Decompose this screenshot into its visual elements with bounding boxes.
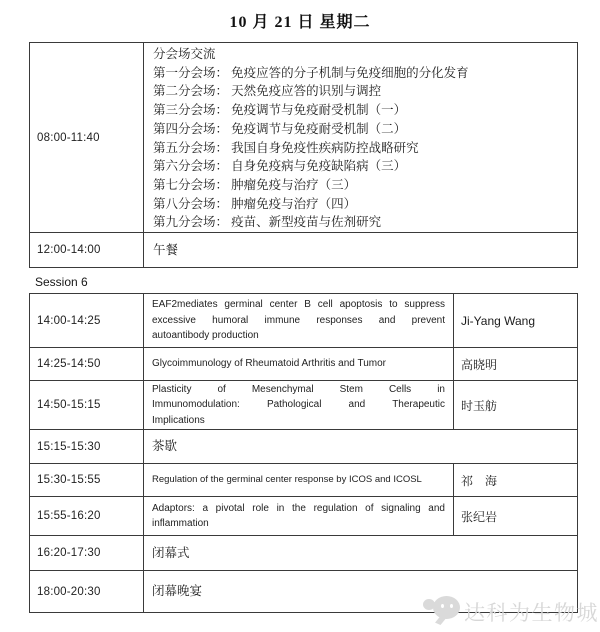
talk-title-cell bbox=[144, 381, 454, 429]
speaker-cell: 祁 海 bbox=[461, 473, 498, 488]
session-line: 分会场交流 bbox=[153, 47, 216, 61]
closing-ceremony-label: 闭幕式 bbox=[152, 545, 190, 560]
break-label: 茶歇 bbox=[152, 439, 178, 454]
talk-title-line: autoantibody production bbox=[152, 330, 259, 342]
talk-title-line: Immunomodulation: Pathological and Therapeutic bbox=[152, 399, 445, 411]
break-cell bbox=[144, 430, 577, 463]
talk-title-line: Glycoimmunology of Rheumatoid Arthritis and Tumor bbox=[152, 358, 386, 370]
time-cell: 14:00-14:25 bbox=[30, 294, 144, 347]
session-line: 第八分会场： 肿瘤免疫与治疗（四） bbox=[153, 196, 357, 211]
wechat-icon-eye bbox=[450, 604, 453, 608]
talk-title-cell bbox=[144, 348, 454, 380]
session-line: 第九分会场： 疫苗、新型疫苗与佐剂研究 bbox=[153, 215, 382, 230]
session-line: 第二分会场： 天然免疫应答的识别与调控 bbox=[153, 84, 382, 99]
table-row bbox=[30, 233, 577, 267]
wechat-icon bbox=[420, 593, 462, 629]
table-row bbox=[30, 536, 577, 571]
table-row bbox=[30, 294, 577, 348]
watermark-text: 达科为生物城 bbox=[464, 600, 599, 625]
time-cell: 18:00-20:30 bbox=[30, 571, 144, 612]
table-row bbox=[30, 464, 577, 497]
session-line: 第三分会场： 免疫调节与免疫耐受机制（一） bbox=[153, 103, 407, 118]
time-cell: 14:25-14:50 bbox=[30, 348, 144, 380]
wechat-icon-bubble-big bbox=[433, 596, 460, 619]
talk-title-cell bbox=[144, 464, 454, 496]
speaker-cell: Ji-Yang Wang bbox=[461, 313, 536, 328]
time-cell: 15:55-16:20 bbox=[30, 497, 144, 535]
session-line: 第七分会场： 肿瘤免疫与治疗（三） bbox=[153, 177, 357, 192]
lunch-label: 午餐 bbox=[153, 242, 179, 257]
speaker-cell: 张纪岩 bbox=[461, 509, 498, 524]
talk-title-line: Plasticity of Mesenchymal Stem Cells in bbox=[152, 383, 445, 395]
table-row bbox=[30, 430, 577, 464]
banquet-label: 闭幕晚宴 bbox=[152, 584, 203, 599]
time-cell: 15:15-15:30 bbox=[30, 430, 144, 463]
talk-title-line: Implications bbox=[152, 414, 205, 426]
time-cell: 08:00-11:40 bbox=[30, 43, 144, 232]
time-cell: 12:00-14:00 bbox=[30, 233, 144, 267]
afternoon-schedule-table bbox=[29, 293, 578, 613]
talk-title-line: Adaptors: a pivotal role in the regulation of signaling and bbox=[152, 502, 445, 514]
session-line: 第四分会场： 免疫调节与免疫耐受机制（二） bbox=[153, 121, 407, 136]
morning-schedule-table bbox=[29, 42, 578, 268]
session-label: Session 6 bbox=[35, 275, 88, 289]
session-line: 第六分会场： 自身免疫病与免疫缺陷病（三） bbox=[153, 159, 407, 174]
session-list-cell bbox=[144, 43, 577, 232]
wechat-icon-tail bbox=[435, 616, 446, 625]
talk-title-cell bbox=[144, 294, 454, 347]
talk-title-line: inflammation bbox=[152, 518, 209, 529]
table-row bbox=[30, 348, 577, 381]
talk-title-line: EAF2mediates germinal center B cell apoptosis to suppress bbox=[152, 299, 445, 311]
wechat-icon-eye bbox=[441, 604, 444, 608]
talk-title-line: excessive humoral immune responses and prevent bbox=[152, 314, 445, 326]
watermark bbox=[420, 593, 599, 629]
speaker-cell: 高晓明 bbox=[461, 357, 498, 372]
closing-ceremony-cell bbox=[144, 536, 577, 570]
session-line: 第五分会场： 我国自身免疫性疾病防控战略研究 bbox=[153, 140, 419, 155]
table-row bbox=[30, 43, 577, 233]
speaker-cell: 时玉舫 bbox=[461, 398, 498, 413]
time-cell: 15:30-15:55 bbox=[30, 464, 144, 496]
talk-title-line: Regulation of the germinal center response by ICOS and ICOSL bbox=[152, 474, 422, 486]
time-cell: 16:20-17:30 bbox=[30, 536, 144, 570]
page-title: 10 月 21 日 星期二 bbox=[229, 14, 371, 31]
time-cell: 14:50-15:15 bbox=[30, 381, 144, 429]
table-row bbox=[30, 497, 577, 536]
lunch-cell bbox=[144, 233, 577, 267]
talk-title-cell bbox=[144, 497, 454, 535]
session-line: 第一分会场： 免疫应答的分子机制与免疫细胞的分化发育 bbox=[153, 65, 469, 80]
table-row bbox=[30, 381, 577, 430]
